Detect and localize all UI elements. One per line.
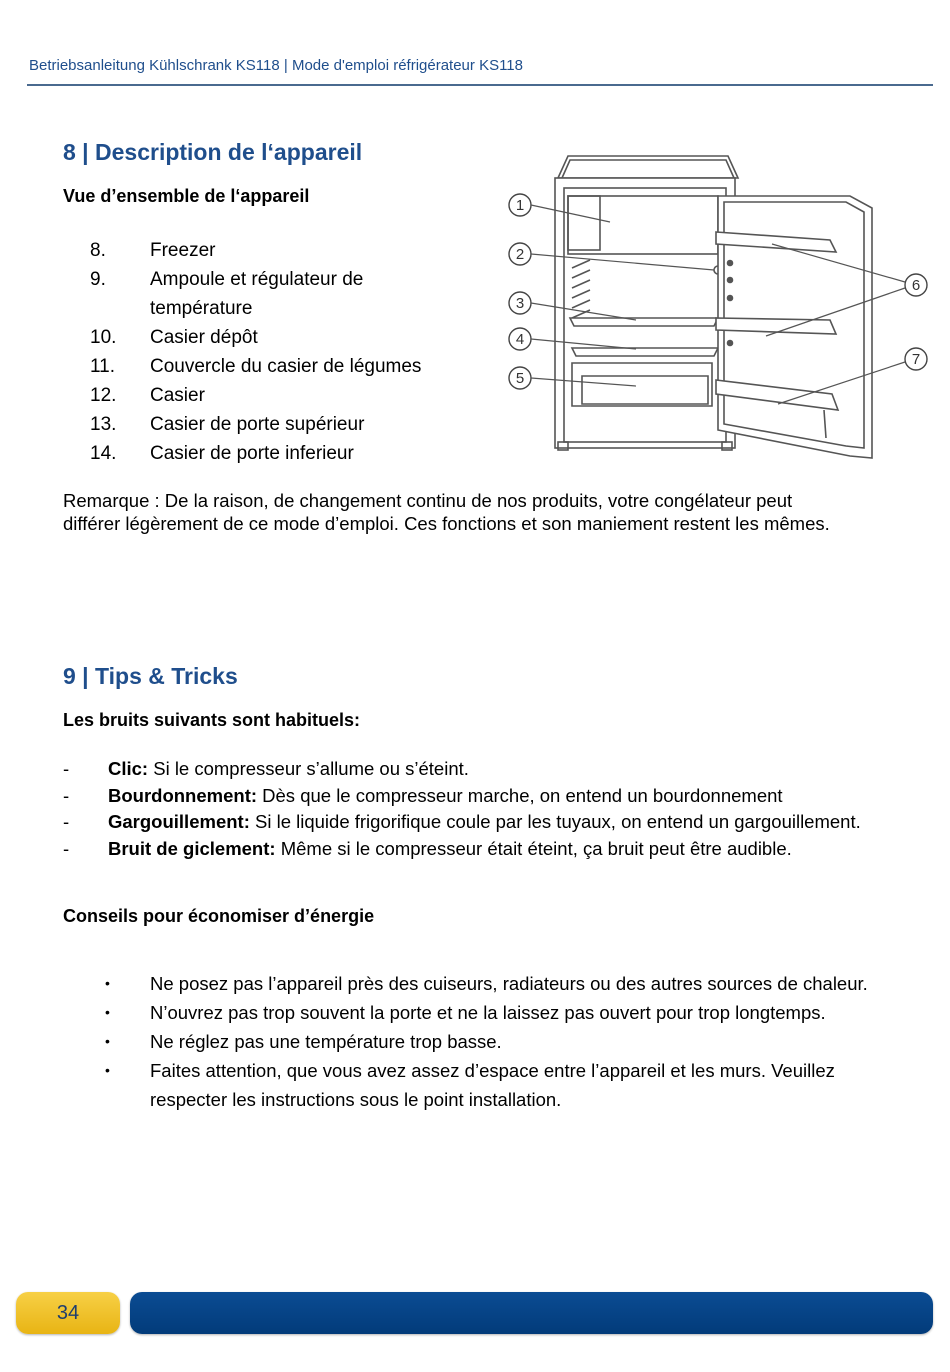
list-number: 11. — [90, 356, 116, 377]
tip-text: N’ouvrez pas trop souvent la porte et ne la laissez pas ouvert pour trop longtemps. — [150, 1002, 826, 1023]
list-item — [63, 758, 863, 781]
list-item — [63, 969, 873, 998]
bullet: • — [105, 975, 110, 991]
list-text: Casier de porte inferieur — [150, 443, 354, 464]
list-item — [63, 838, 863, 861]
noises-heading: Les bruits suivants sont habituels: — [63, 710, 361, 730]
tip-text: Ne réglez pas une température trop basse. — [150, 1031, 502, 1052]
section-8-subtitle: Vue d’ensemble de l‘appareil — [63, 186, 310, 206]
list-item — [63, 352, 483, 381]
callout-label: 3 — [515, 295, 525, 312]
footer-bar — [130, 1292, 933, 1334]
noise-term: Gargouillement: — [108, 811, 250, 832]
noises-list — [63, 758, 863, 864]
energy-heading: Conseils pour économiser d’énergie — [63, 906, 375, 926]
list-item — [63, 439, 483, 468]
noise-term: Clic: — [108, 758, 149, 779]
list-item — [63, 785, 863, 808]
page-number: 34 — [16, 1292, 120, 1334]
list-item — [63, 381, 483, 410]
section-8-title: 8 | Description de l‘appareil — [63, 139, 363, 165]
parts-list — [63, 236, 483, 468]
list-dash: - — [63, 811, 70, 832]
callout-label: 6 — [911, 277, 921, 294]
callout-label: 1 — [515, 197, 525, 214]
fridge-diagram — [500, 148, 940, 463]
list-number: 13. — [90, 414, 117, 435]
list-text: Casier de porte supérieur — [150, 414, 365, 435]
list-number: 9. — [90, 269, 106, 290]
list-dash: - — [63, 758, 70, 779]
list-text: Casier — [150, 385, 205, 406]
list-number: 14. — [90, 443, 117, 464]
header-divider — [27, 84, 933, 86]
list-dash: - — [63, 784, 70, 806]
section-9-title: 9 | Tips & Tricks — [63, 663, 238, 689]
bullet: • — [105, 1004, 110, 1020]
list-item — [63, 1056, 873, 1114]
bullet: • — [105, 1062, 110, 1078]
callout-label: 4 — [515, 331, 525, 348]
callout-label: 5 — [515, 370, 525, 387]
list-dash: - — [63, 837, 70, 859]
noise-text: Si le compresseur s’allume ou s’éteint. — [148, 758, 469, 779]
list-item — [63, 811, 863, 834]
remark-paragraph: Remarque : De la raison, de changement continu de nos produits, votre congélateur peut différer légèrement de ce mode d’emploi. Ces fonctions et son maniement restent les mêmes. — [63, 490, 830, 534]
noise-term: Bourdonnement: — [108, 784, 258, 806]
list-text: Ampoule et régulateur de température — [150, 269, 364, 319]
list-text: Couvercle du casier de légumes — [150, 356, 422, 377]
list-text: Casier dépôt — [150, 327, 258, 348]
callout-label: 2 — [515, 246, 525, 263]
noise-term: Bruit de giclement: — [108, 837, 276, 859]
list-number: 10. — [90, 327, 117, 348]
list-item — [63, 236, 483, 265]
list-item — [63, 998, 873, 1027]
list-text: Freezer — [150, 240, 216, 261]
energy-tips-list — [63, 969, 873, 1114]
running-header: Betriebsanleitung Kühlschrank KS118 | Mode d'emploi réfrigérateur KS118 — [29, 57, 523, 74]
list-number: 12. — [90, 385, 117, 406]
list-number: 8. — [90, 240, 106, 261]
list-item — [63, 265, 483, 323]
noise-text: Même si le compresseur était éteint, ça bruit peut être audible. — [275, 837, 792, 859]
list-item — [63, 1027, 873, 1056]
list-item — [63, 323, 483, 352]
callout-label: 7 — [911, 351, 921, 368]
noise-text: Dès que le compresseur marche, on entend un bourdonnement — [257, 784, 783, 806]
tip-text: Faites attention, que vous avez assez d’espace entre l’appareil et les murs. Veuillez respecter les instructions sous le point installation. — [150, 1060, 835, 1110]
tip-text: Ne posez pas l’appareil près des cuiseurs, radiateurs ou des autres sources de chaleur. — [150, 973, 868, 994]
noise-text: Si le liquide frigorifique coule par les tuyaux, on entend un gargouillement. — [249, 811, 861, 832]
list-item — [63, 410, 483, 439]
bullet: • — [105, 1033, 110, 1049]
